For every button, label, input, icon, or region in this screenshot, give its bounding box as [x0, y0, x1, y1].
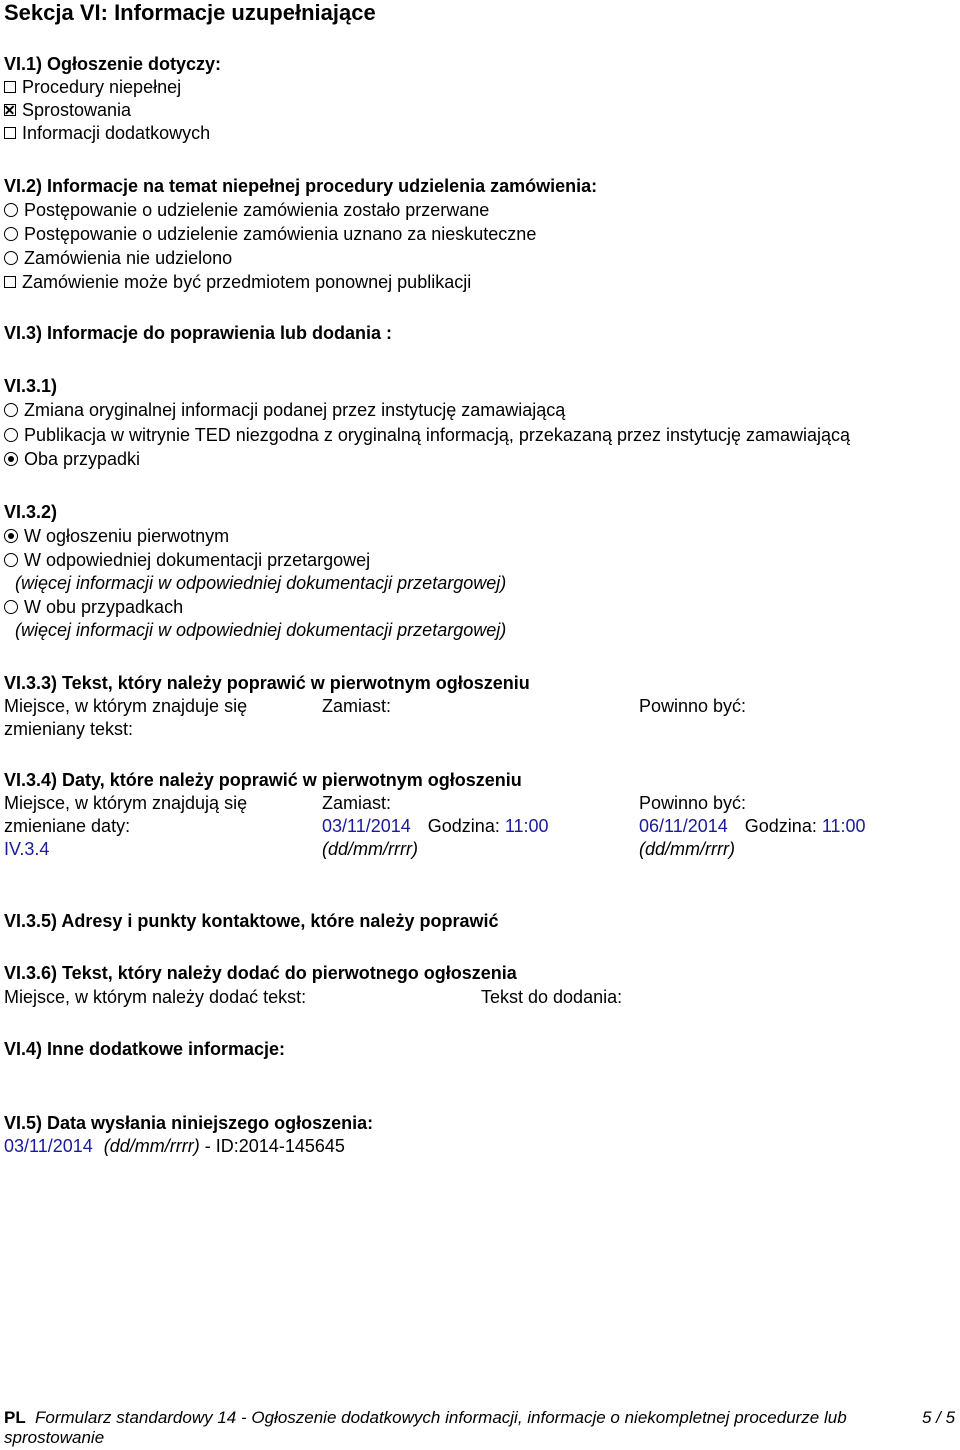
radio-checked-icon	[4, 452, 18, 466]
notice-id: - ID:2014-145645	[204, 1136, 345, 1156]
section-vi3-heading: VI.3) Informacje do poprawienia lub dodania :	[4, 323, 393, 343]
radio-label: Postępowanie o udzielenie zamówienia zostało przerwane	[24, 200, 490, 220]
option-informacji-dodatkowych	[4, 122, 210, 144]
option-sprostowania	[4, 99, 131, 121]
add-location-label: Miejsce, w którym należy dodać tekst:	[4, 987, 307, 1007]
option-label: Sprostowania	[22, 100, 132, 120]
dispatch-date: 03/11/2014	[4, 1136, 93, 1156]
new-time-label: Godzina:	[744, 816, 817, 836]
section-vi33-heading: VI.3.3) Tekst, który należy poprawić w pierwotnym ogłoszeniu	[4, 673, 530, 693]
option-ponowna-publikacja	[4, 271, 471, 293]
radio-unchecked-icon	[4, 600, 18, 614]
location-value: IV.3.4	[4, 839, 50, 859]
radio-unchecked-icon	[4, 251, 18, 265]
footer-form-name-continued: sprostowanie	[4, 1428, 105, 1447]
radio-label: Oba przypadki	[24, 449, 141, 469]
radio-option	[4, 549, 370, 571]
radio-label: W obu przypadkach	[24, 597, 184, 617]
date-format: (dd/mm/rrrr)	[322, 839, 418, 859]
old-date: 03/11/2014	[322, 816, 411, 836]
radio-option	[4, 424, 850, 446]
dispatch-date-row	[4, 1135, 345, 1157]
checkbox-checked-icon	[4, 104, 16, 116]
old-time: 11:00	[504, 816, 549, 836]
section-vi4-heading: VI.4) Inne dodatkowe informacje:	[4, 1039, 286, 1059]
section-vi2-heading: VI.2) Informacje na temat niepełnej procedury udzielenia zamówienia:	[4, 176, 598, 196]
new-time: 11:00	[821, 816, 866, 836]
radio-unchecked-icon	[4, 203, 18, 217]
radio-unchecked-icon	[4, 227, 18, 241]
should-be-label: Powinno być:	[639, 696, 747, 716]
instead-label: Zamiast:	[322, 793, 392, 813]
radio-option	[4, 223, 536, 245]
instead-label: Zamiast:	[322, 696, 392, 716]
footer-form-name: Formularz standardowy 14 - Ogłoszenie dodatkowych informacji, informacje o niekompletnej procedurze lub	[35, 1408, 847, 1427]
radio-unchecked-icon	[4, 428, 18, 442]
radio-label: Zamówienia nie udzielono	[24, 248, 233, 268]
radio-unchecked-icon	[4, 553, 18, 567]
checkbox-unchecked-icon	[4, 127, 16, 139]
section-vi1-heading: VI.1) Ogłoszenie dotyczy:	[4, 54, 222, 74]
radio-label: Zmiana oryginalnej informacji podanej przez instytucję zamawiającą	[24, 400, 566, 420]
text-to-add-label: Tekst do dodania:	[481, 987, 623, 1007]
option-label: Zamówienie może być przedmiotem ponownej publikacji	[22, 272, 472, 292]
old-time-label: Godzina:	[427, 816, 500, 836]
should-be-label: Powinno być:	[639, 793, 747, 813]
page-title: Sekcja VI: Informacje uzupełniające	[4, 0, 376, 25]
section-vi31-heading: VI.3.1)	[4, 376, 58, 396]
radio-option	[4, 399, 565, 421]
option-label: Procedury niepełnej	[22, 77, 182, 97]
radio-checked-icon	[4, 529, 18, 543]
section-vi5-heading: VI.5) Data wysłania niniejszego ogłoszenia:	[4, 1113, 374, 1133]
radio-label: Publikacja w witrynie TED niezgodna z oryginalną informacją, przekazaną przez instytucję zamawiającą	[24, 425, 851, 445]
radio-note: (więcej informacji w odpowiedniej dokumentacji przetargowej)	[15, 573, 507, 593]
radio-label: W ogłoszeniu pierwotnym	[24, 526, 230, 546]
radio-option	[4, 199, 489, 221]
radio-note: (więcej informacji w odpowiedniej dokumentacji przetargowej)	[15, 620, 507, 640]
radio-option	[4, 247, 232, 269]
checkbox-unchecked-icon	[4, 276, 16, 288]
section-vi32-heading: VI.3.2)	[4, 502, 58, 522]
location-label-line1: Miejsce, w którym znajdują się	[4, 793, 248, 813]
section-vi35-heading: VI.3.5) Adresy i punkty kontaktowe, które należy poprawić	[4, 911, 499, 931]
option-label: Informacji dodatkowych	[22, 123, 211, 143]
radio-option	[4, 525, 229, 547]
radio-label: W odpowiedniej dokumentacji przetargowej	[24, 550, 371, 570]
radio-option	[4, 596, 183, 618]
new-date: 06/11/2014	[639, 816, 728, 836]
footer-page-number: 5 / 5	[922, 1408, 956, 1427]
section-vi36-heading: VI.3.6) Tekst, który należy dodać do pierwotnego ogłoszenia	[4, 963, 517, 983]
checkbox-unchecked-icon	[4, 81, 16, 93]
footer-lang: PL	[4, 1408, 26, 1427]
date-format: (dd/mm/rrrr)	[103, 1136, 200, 1156]
section-vi34-heading: VI.3.4) Daty, które należy poprawić w pierwotnym ogłoszeniu	[4, 770, 522, 790]
radio-unchecked-icon	[4, 403, 18, 417]
location-label-line2: zmieniany tekst:	[4, 719, 134, 739]
option-procedury-niepelnej	[4, 76, 181, 98]
date-format: (dd/mm/rrrr)	[639, 839, 735, 859]
location-label-line1: Miejsce, w którym znajduje się	[4, 696, 248, 716]
new-date-row	[639, 815, 866, 837]
radio-option	[4, 448, 140, 470]
old-date-row	[322, 815, 549, 837]
radio-label: Postępowanie o udzielenie zamówienia uznano za nieskuteczne	[24, 224, 537, 244]
location-label-line2: zmieniane daty:	[4, 816, 131, 836]
